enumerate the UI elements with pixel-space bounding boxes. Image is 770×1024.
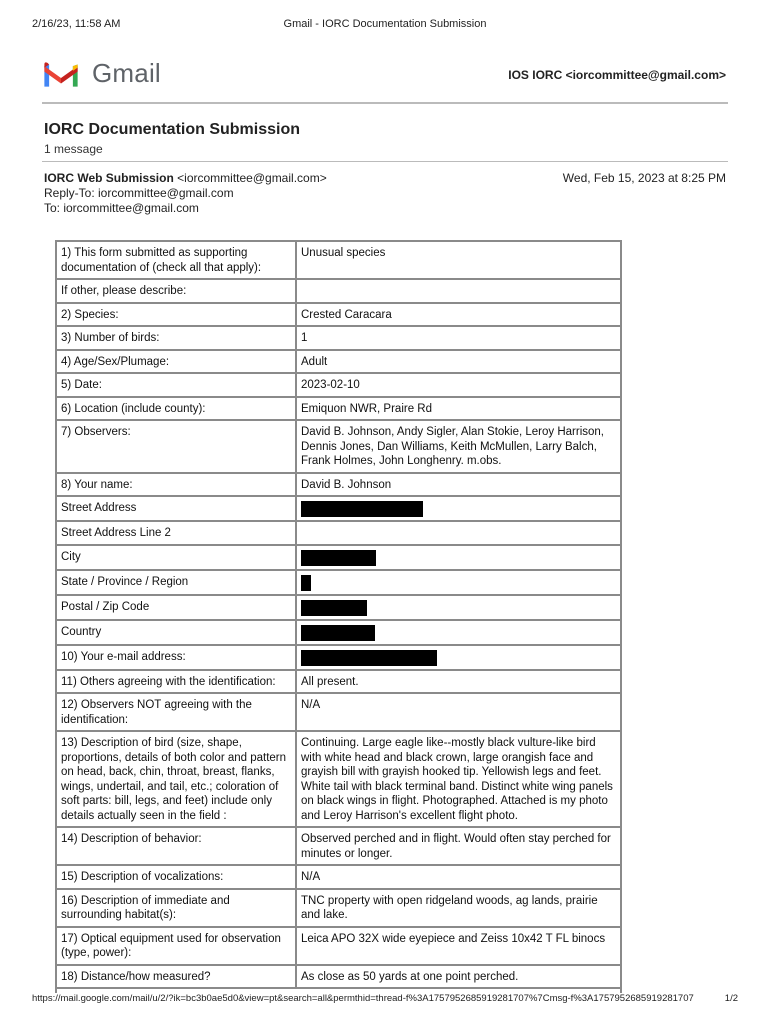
form-question: 15) Description of vocalizations: [56, 865, 296, 889]
form-question: 3) Number of birds: [56, 326, 296, 350]
form-row [56, 620, 621, 645]
form-answer: Crested Caracara [296, 303, 621, 327]
form-answer [296, 545, 621, 570]
form-answer: Observed perched and in flight. Would often stay perched for minutes or longer. [296, 827, 621, 865]
form-question: 18) Distance/how measured? [56, 965, 296, 989]
message-date: Wed, Feb 15, 2023 at 8:25 PM [562, 171, 726, 185]
form-answer [296, 620, 621, 645]
form-answer: Continuing. Large eagle like--mostly black vulture-like bird with white head and black crown, large orangish face and grayish bill with grayish hooked tip. Yellowish legs and feet. White tail with black terminal band. Distinct white wing panels on black wings in flight. Photographed. Attached is my photo and Leroy Harrison's excellent flight photo. [296, 731, 621, 827]
form-row [56, 350, 621, 374]
form-answer [296, 496, 621, 521]
form-question: Postal / Zip Code [56, 595, 296, 620]
form-question: 4) Age/Sex/Plumage: [56, 350, 296, 374]
form-question: 2) Species: [56, 303, 296, 327]
form-row [56, 965, 621, 989]
form-question: 6) Location (include county): [56, 397, 296, 421]
form-question: 1) This form submitted as supporting documentation of (check all that apply): [56, 241, 296, 279]
redaction-bar [301, 501, 423, 517]
form-answer [296, 645, 621, 670]
form-row [56, 570, 621, 595]
form-answer: David B. Johnson, Andy Sigler, Alan Stokie, Leroy Harrison, Dennis Jones, Dan Williams, Keith McMullen, Larry Balch, Frank Holmes, John Longhenry. m.obs. [296, 420, 621, 473]
form-question: State / Province / Region [56, 570, 296, 595]
account-label: IOS IORC <iorcommittee@gmail.com> [508, 68, 726, 82]
form-row [56, 731, 621, 827]
form-answer: All present. [296, 670, 621, 694]
form-row [56, 889, 621, 927]
form-question: 7) Observers: [56, 420, 296, 473]
form-question: 12) Observers NOT agreeing with the identification: [56, 693, 296, 731]
form-row [56, 670, 621, 694]
message-count: 1 message [44, 142, 103, 156]
form-answer [296, 521, 621, 545]
form-answer: TNC property with open ridgeland woods, ag lands, prairie and lake. [296, 889, 621, 927]
form-row [56, 496, 621, 521]
form-answer [296, 570, 621, 595]
print-datetime: 2/16/23, 11:58 AM [32, 18, 121, 30]
to-line: To: iorcommittee@gmail.com [44, 201, 199, 215]
form-row [56, 693, 621, 731]
form-question: 5) Date: [56, 373, 296, 397]
form-question: Street Address Line 2 [56, 521, 296, 545]
table-border-continuation [55, 963, 57, 993]
form-question: 16) Description of immediate and surrounding habitat(s): [56, 889, 296, 927]
redaction-bar [301, 550, 376, 566]
form-answer: Emiquon NWR, Praire Rd [296, 397, 621, 421]
form-answer: Unusual species [296, 241, 621, 279]
thread-subject: IORC Documentation Submission [44, 121, 301, 138]
redaction-bar [301, 600, 367, 616]
form-row [56, 595, 621, 620]
sender-name: IORC Web Submission [44, 171, 174, 185]
form-question: 10) Your e-mail address: [56, 645, 296, 670]
form-answer [296, 595, 621, 620]
form-question: 17) Optical equipment used for observation (type, power): [56, 927, 296, 965]
form-answer: 1 [296, 326, 621, 350]
form-question: 8) Your name: [56, 473, 296, 497]
form-row [56, 373, 621, 397]
form-answer: N/A [296, 865, 621, 889]
print-url: https://mail.google.com/mail/u/2/?ik=bc3b0ae5d0&view=pt&search=all&permthid=thread-f%3A1757952685919281707%7Cmsg-f%3A1757952685919281707 [32, 993, 694, 1004]
form-question: 14) Description of behavior: [56, 827, 296, 865]
form-question: Street Address [56, 496, 296, 521]
message-header [44, 171, 327, 216]
redaction-bar [301, 575, 311, 591]
form-answer: N/A [296, 693, 621, 731]
table-border-continuation [620, 963, 622, 993]
gmail-wordmark: Gmail [92, 58, 161, 88]
form-answer [296, 279, 621, 303]
form-row [56, 865, 621, 889]
page-number: 1/2 [724, 993, 738, 1004]
submission-form [55, 240, 622, 989]
form-row [56, 827, 621, 865]
form-answer: Adult [296, 350, 621, 374]
print-page-title: Gmail - IORC Documentation Submission [283, 18, 487, 30]
form-answer: Leica APO 32X wide eyepiece and Zeiss 10x42 T FL binocs [296, 927, 621, 965]
form-question: City [56, 545, 296, 570]
form-question: Country [56, 620, 296, 645]
form-question: 13) Description of bird (size, shape, proportions, details of both color and pattern on head, back, chin, throat, breast, flanks, wings, undertail, and tail, etc.; coloration of soft parts: bill, legs, and feet) include only details actually seen in the field : [56, 731, 296, 827]
form-table [55, 240, 622, 989]
form-row [56, 326, 621, 350]
form-row [56, 241, 621, 279]
subject-divider [42, 161, 728, 162]
header-divider [42, 102, 728, 104]
form-row [56, 645, 621, 670]
form-row [56, 397, 621, 421]
reply-to-line: Reply-To: iorcommittee@gmail.com [44, 186, 234, 200]
form-row [56, 303, 621, 327]
form-row [56, 473, 621, 497]
sender-email: <iorcommittee@gmail.com> [177, 171, 327, 185]
form-answer: David B. Johnson [296, 473, 621, 497]
form-row [56, 279, 621, 303]
form-answer: As close as 50 yards at one point perched. [296, 965, 621, 989]
form-answer: 2023-02-10 [296, 373, 621, 397]
form-row [56, 521, 621, 545]
form-row [56, 927, 621, 965]
sender-line [44, 171, 327, 186]
form-row [56, 545, 621, 570]
redaction-bar [301, 650, 437, 666]
form-question: 11) Others agreeing with the identification: [56, 670, 296, 694]
redaction-bar [301, 625, 375, 641]
form-row [56, 420, 621, 473]
gmail-m-icon [42, 59, 80, 89]
form-question: If other, please describe: [56, 279, 296, 303]
gmail-logo [42, 58, 161, 89]
